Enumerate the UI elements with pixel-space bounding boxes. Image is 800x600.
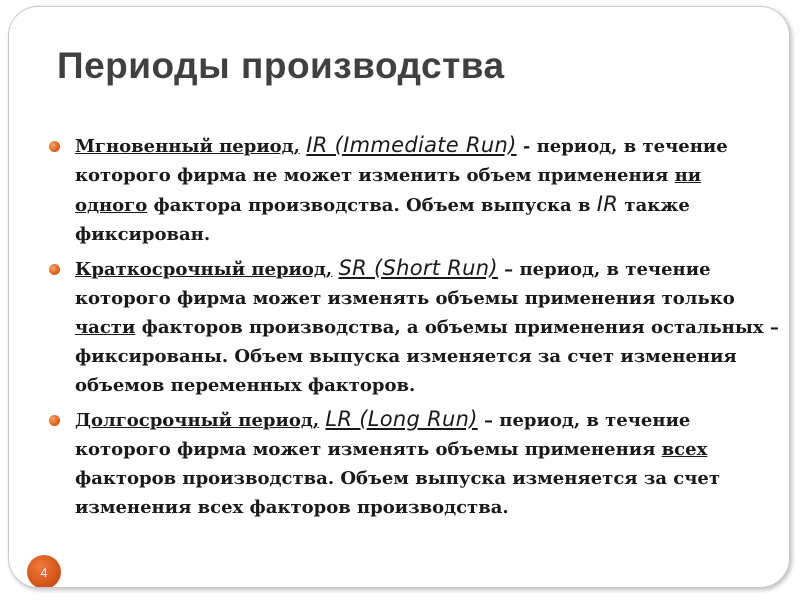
bullet-label: Краткосрочный период, xyxy=(75,259,333,280)
bullet-item-short-run xyxy=(49,254,779,400)
bullet-emphasis: ни одного xyxy=(75,165,702,216)
bullet-text: - период, в течение которого фирма не может изменить объем применения xyxy=(75,136,728,186)
slide-title: Периоды производства xyxy=(57,45,505,86)
bullet-text: – период, в течение которого фирма может изменять объемы применения только xyxy=(75,259,735,309)
page-number: 4 xyxy=(40,564,48,580)
slide xyxy=(8,6,790,588)
bullet-text: также фиксирован. xyxy=(75,195,690,245)
bullet-text: факторов производства, а объемы применения остальных – фиксированы. Объем выпуска изменяется за счет изменения объемов переменных факторов. xyxy=(75,317,779,396)
bullet-dot-icon xyxy=(49,415,60,426)
bullet-emphasis: части xyxy=(75,317,136,338)
bullet-item-long-run xyxy=(49,405,779,522)
bullet-emphasis: всех xyxy=(661,439,708,460)
bullet-term: SR (Short Run) xyxy=(338,256,498,280)
bullet-term: LR (Long Run) xyxy=(325,407,478,431)
bullet-dot-icon xyxy=(49,141,60,152)
bullet-label: Мгновенный период, xyxy=(75,136,300,157)
bullet-list xyxy=(49,131,779,527)
bullet-text: факторов производства. Объем выпуска изменяется за счет изменения всех факторов производства. xyxy=(75,468,721,518)
bullet-dot-icon xyxy=(49,264,60,275)
bullet-term: IR (Immediate Run) xyxy=(306,133,517,157)
bullet-term: IR xyxy=(596,192,619,216)
bullet-label: Долгосрочный период, xyxy=(75,410,320,431)
page-number-badge xyxy=(27,555,61,588)
bullet-item-immediate-run xyxy=(49,131,779,249)
bullet-text: – период, в течение которого фирма может изменять объемы применения xyxy=(75,410,691,460)
bullet-text: фактора производства. Объем выпуска в xyxy=(147,195,597,216)
